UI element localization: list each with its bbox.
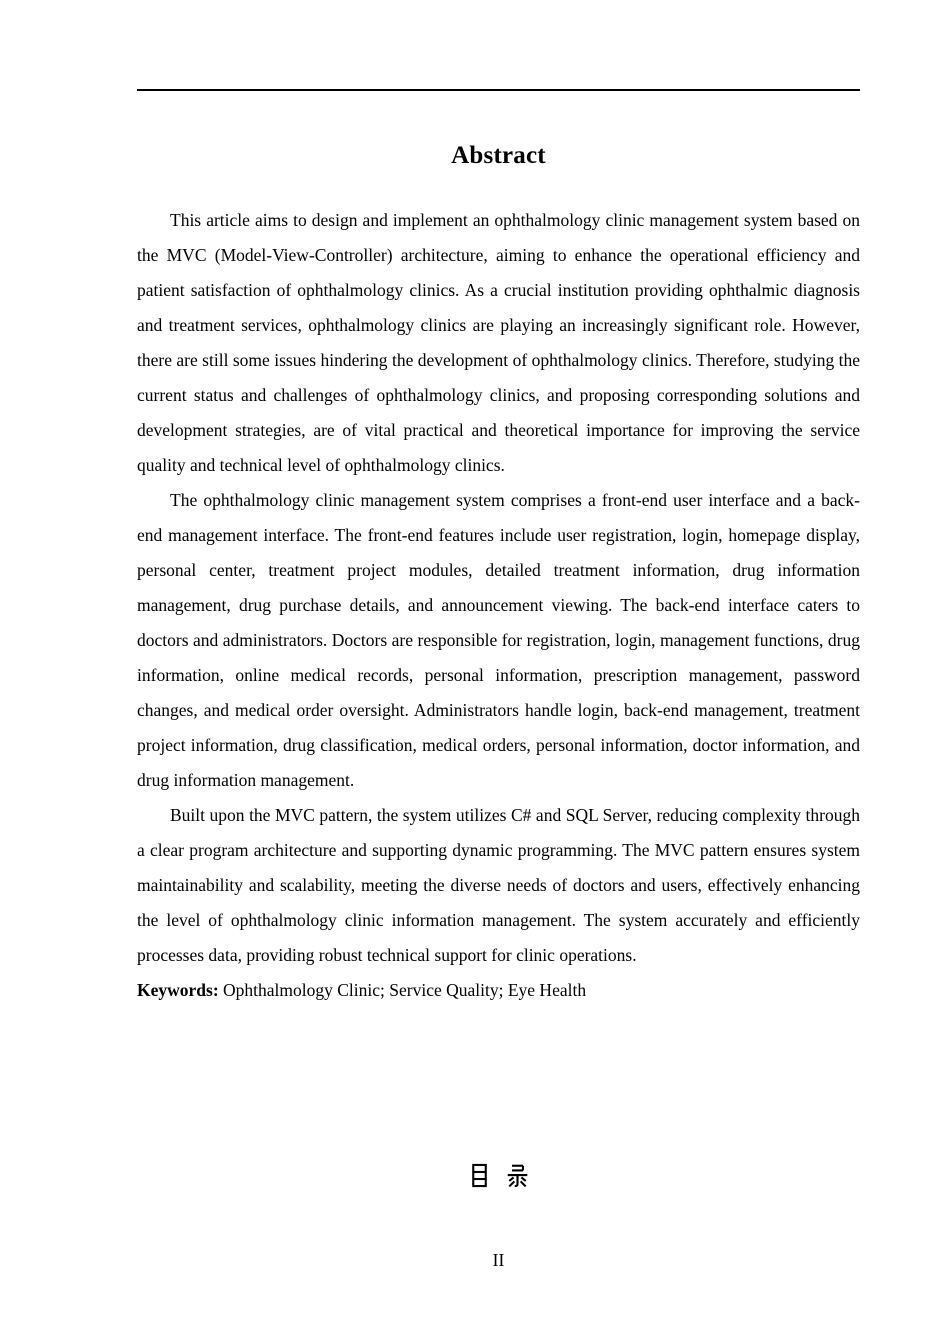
page-number: II [492,1250,505,1270]
cjk-glyph-mu-icon [467,1162,492,1189]
toc-heading [137,1161,860,1189]
abstract-section [137,0,860,1008]
keywords-line [137,973,860,1008]
cjk-glyph-lu-icon [505,1162,530,1189]
abstract-paragraph-1: This article aims to design and implement an ophthalmology clinic management system based on the MVC (Model-View-Controller) architecture, aiming to enhance the operational efficiency and patient satisfaction of ophthalmology clinics. As a crucial institution providing ophthalmic diagnosis and treatment services, ophthalmology clinics are playing an increasingly significant role. However, there are still some issues hindering the development of ophthalmology clinics. Therefore, studying the current status and challenges of ophthalmology clinics, and proposing corresponding solutions and development strategies, are of vital practical and theoretical importance for improving the service quality and technical level of ophthalmology clinics. [137,210,860,475]
keywords-label: Keywords: [137,980,219,1000]
header-rule [137,89,860,91]
abstract-title: Abstract [451,142,546,169]
abstract-paragraph-2: The ophthalmology clinic management system comprises a front-end user interface and a back-end management interface. The front-end features include user registration, login, homepage display, personal center, treatment project modules, detailed treatment information, drug information management, drug purchase details, and announcement viewing. The back-end interface caters to doctors and administrators. Doctors are responsible for registration, login, management functions, drug information, online medical records, personal information, prescription management, password changes, and medical order oversight. Administrators handle login, back-end management, treatment project information, drug classification, medical orders, personal information, doctor information, and drug information management. [137,490,860,790]
keywords-text: Ophthalmology Clinic; Service Quality; Eye Health [218,980,587,1000]
abstract-paragraph-3: Built upon the MVC pattern, the system utilizes C# and SQL Server, reducing complexity through a clear program architecture and supporting dynamic programming. The MVC pattern ensures system maintainability and scalability, meeting the diverse needs of doctors and users, effectively enhancing the level of ophthalmology clinic information management. The system accurately and efficiently processes data, providing robust technical support for clinic operations. [137,805,860,965]
